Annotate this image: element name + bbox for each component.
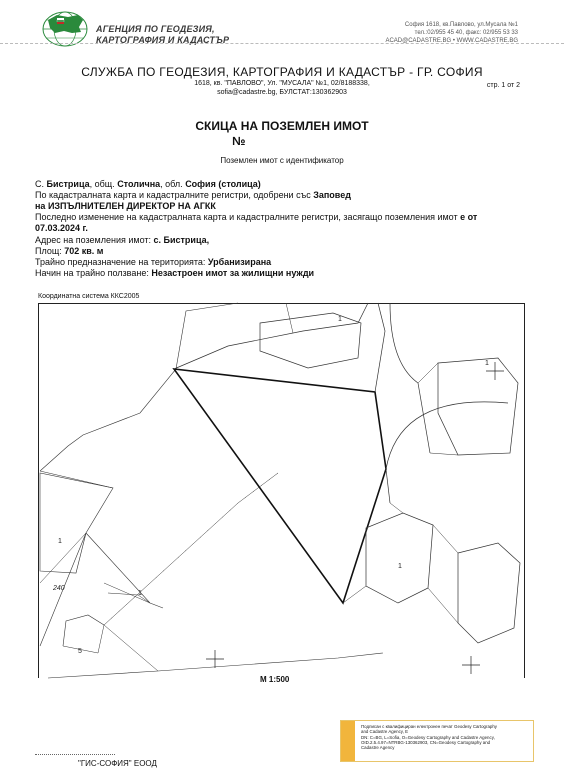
approval-line: По кадастралната карта и кадастралните регистри, одобрени със Заповед [35,190,351,200]
office-title: СЛУЖБА ПО ГЕОДЕЗИЯ, КАРТОГРАФИЯ И КАДАСТЪР - ГР. СОФИЯ [81,65,483,79]
property-area: Площ: 702 кв. м [35,246,104,256]
signature-text: Подписан с квалифициран електронен печат Geodesy Cartography and Cadastre Agency, E DN: C=BG, L=Sofia, O=Geodesy Cartography and Cadastre Agency, OID.2.5.4.97=NTRBG-130362903, CN=Geodesy Cartography and Cadastre Agency [361,724,497,751]
signature-bar [341,721,355,761]
map-scale: М 1:500 [260,675,290,684]
coordinate-system-label: Координатна система ККС2005 [38,293,140,300]
agency-name-line1: АГЕНЦИЯ ПО ГЕОДЕЗИЯ, [96,24,215,34]
map-label-parcel-240: 240 [53,585,65,592]
map-label-parcel-1: 1 [338,316,342,323]
document-subtitle: Поземлен имот с идентификатор [220,156,344,165]
header-divider [0,43,564,44]
agency-phone: тел.:02/955 45 40, факс: 02/955 53 33 [414,30,518,36]
office-address: 1618, кв. "ПАВЛОВО", Ул. "МУСАЛА" №1, 02/8188338, [194,80,370,87]
footer-firm: "ГИС-СОФИЯ" ЕООД [78,759,157,768]
last-change-line: Последно изменение на кадастралната карта и кадастралните регистри, засягащо поземления имот е от [35,212,478,222]
map-label-parcel-3: 1 [58,538,62,545]
digital-signature-stamp [340,720,534,762]
agency-web: ACAD@CADASTRE.BG • WWW.CADASTRE.BG [385,38,518,44]
agency-address: София 1618, кв.Павлово, ул.Мусала №1 [404,22,518,28]
globe-logo-icon [40,8,90,48]
map-label-parcel-6: 5 [78,648,82,655]
property-purpose: Трайно предназначение на територията: Урбанизирана [35,257,272,267]
property-usage: Начин на трайно ползване: Незастроен имот за жилищни нужди [35,268,315,278]
document-number-label: № [232,134,246,148]
cadastral-map [38,303,525,684]
last-change-date: 07.03.2024 г. [35,223,88,233]
office-contact: sofia@cadastre.bg, БУЛСТАТ:130362903 [217,89,347,96]
page-number: стр. 1 от 2 [486,82,520,89]
map-label-parcel-2: 1 [485,360,489,367]
approval-authority: на ИЗПЪЛНИТЕЛЕН ДИРЕКТОР НА АГКК [35,201,216,211]
property-location: С. Бистрица, общ. Столична, обл. София (столица) [35,179,261,189]
signature-line [35,754,115,755]
agency-logo [40,8,90,48]
map-label-parcel-4: 1 [398,563,402,570]
agency-name-line2: КАРТОГРАФИЯ И КАДАСТЪР [96,35,230,45]
property-address: Адрес на поземления имот: с. Бистрица, [35,235,210,245]
map-label-parcel-5: 1 [138,590,142,597]
document-title: СКИЦА НА ПОЗЕМЛЕН ИМОТ [195,119,369,133]
